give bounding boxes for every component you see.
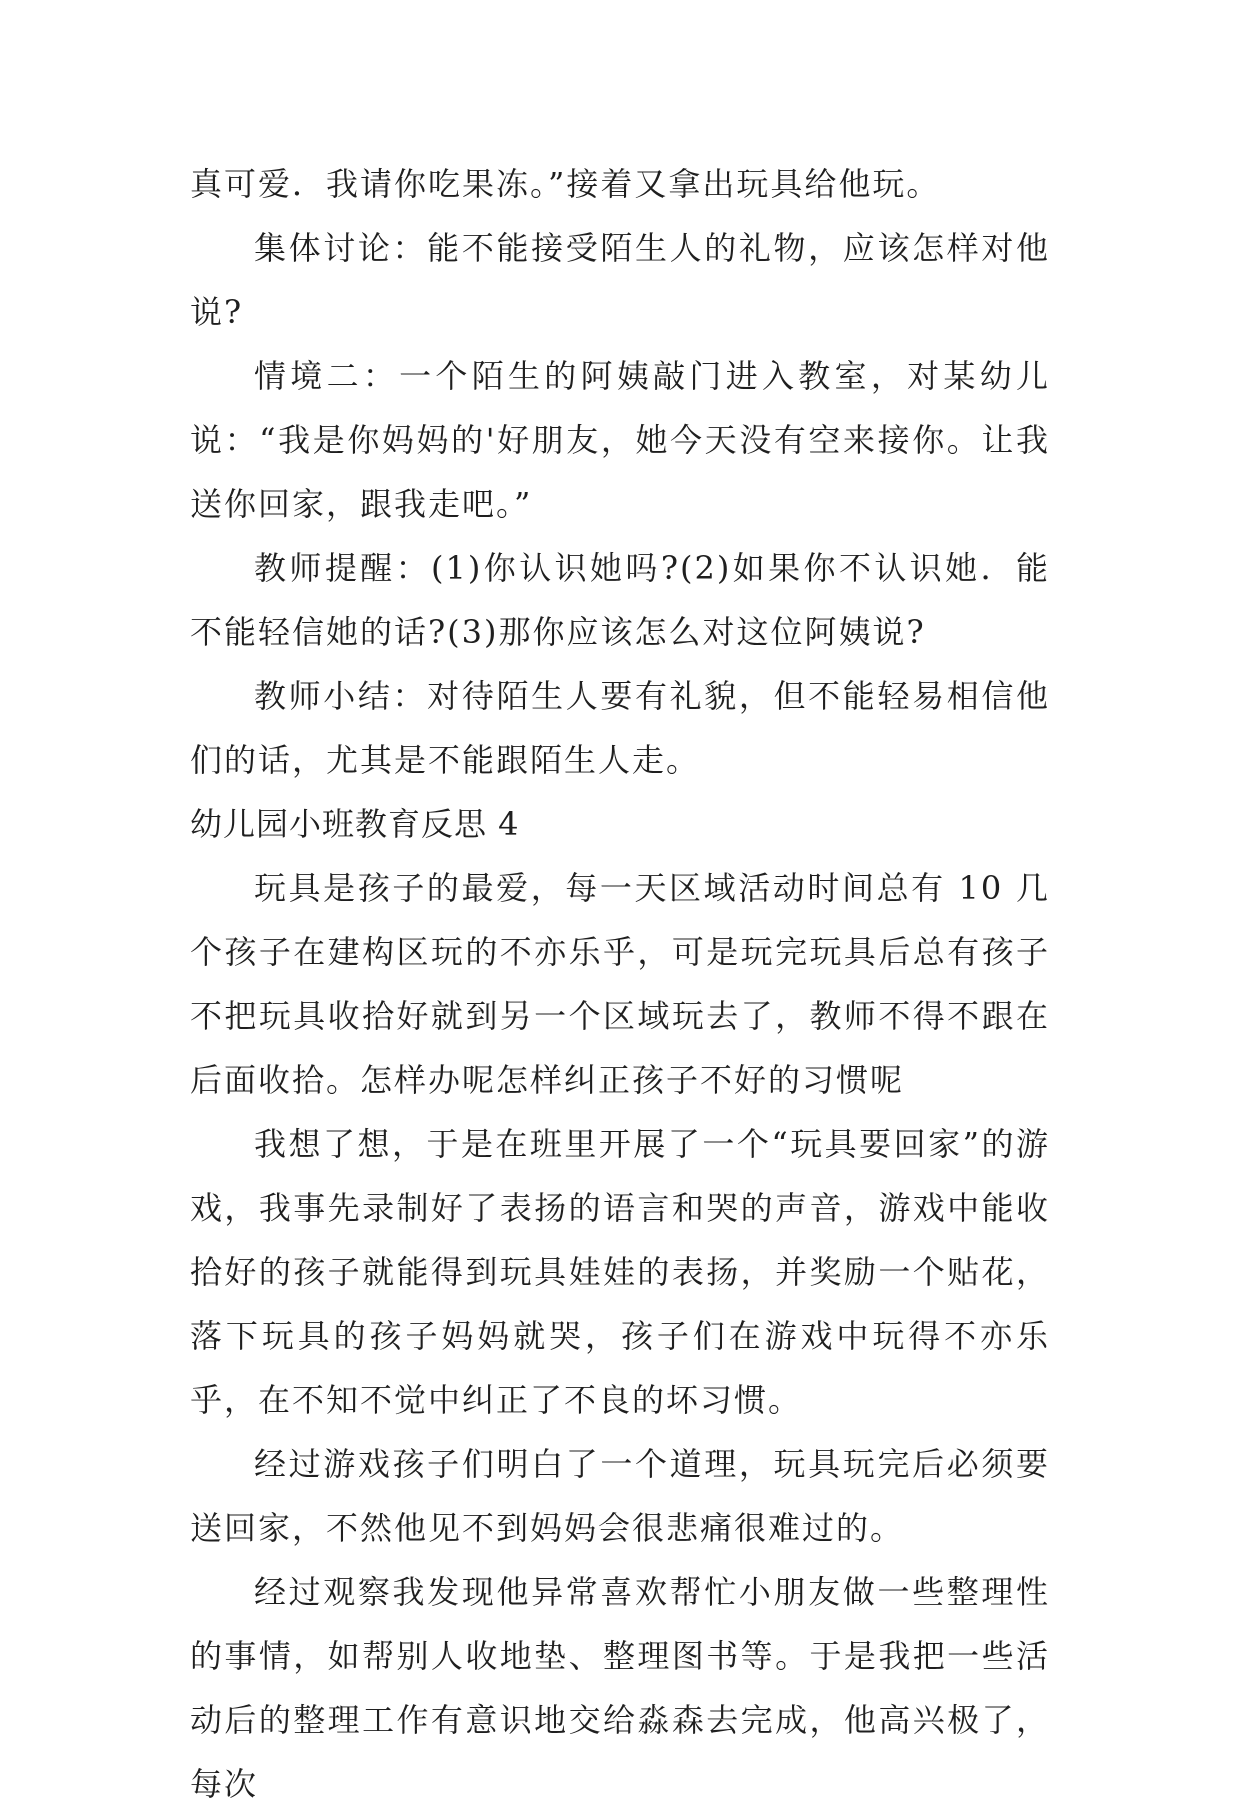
section-heading: 幼儿园小班教育反思 4	[190, 805, 520, 843]
paragraph-teacher-summary: 教师小结：对待陌生人要有礼貌，但不能轻易相信他们的话，尤其是不能跟陌生人走。	[190, 677, 1050, 779]
paragraph-continuation: 真可爱．我请你吃果冻。”接着又拿出玩具给他玩。	[190, 165, 941, 203]
paragraph-toys-game: 我想了想，于是在班里开展了一个“玩具要回家”的游戏，我事先录制好了表扬的语言和哭的声音，游戏中能收拾好的孩子就能得到玩具娃娃的表扬，并奖励一个贴花，落下玩具的孩子妈妈就哭，孩子们在游戏中玩得不亦乐乎，在不知不觉中纠正了不良的坏习惯。	[190, 1125, 1050, 1419]
paragraph-toys-lesson: 经过游戏孩子们明白了一个道理，玩具玩完后必须要送回家，不然他见不到妈妈会很悲痛很难过的。	[190, 1445, 1050, 1547]
document-body	[190, 152, 1050, 1816]
paragraph-scenario-two: 情境二：一个陌生的阿姨敲门进入教室，对某幼儿说：“我是你妈妈的'好朋友，她今天没有空来接你。让我送你回家，跟我走吧。”	[190, 357, 1050, 523]
paragraph-discussion: 集体讨论：能不能接受陌生人的礼物，应该怎样对他说?	[190, 229, 1050, 331]
paragraph-toys-intro: 玩具是孩子的最爱，每一天区域活动时间总有 10 几个孩子在建构区玩的不亦乐乎，可是玩完玩具后总有孩子不把玩具收拾好就到另一个区域玩去了，教师不得不跟在后面收拾。怎样办呢怎样纠正孩子不好的习惯呢	[190, 869, 1050, 1099]
paragraph-observation: 经过观察我发现他异常喜欢帮忙小朋友做一些整理性的事情，如帮别人收地垫、整理图书等。于是我把一些活动后的整理工作有意识地交给淼森去完成，他高兴极了，每次	[190, 1573, 1050, 1803]
paragraph-teacher-reminder: 教师提醒：(1)你认识她吗?(2)如果你不认识她．能不能轻信她的话?(3)那你应该怎么对这位阿姨说?	[190, 549, 1050, 651]
